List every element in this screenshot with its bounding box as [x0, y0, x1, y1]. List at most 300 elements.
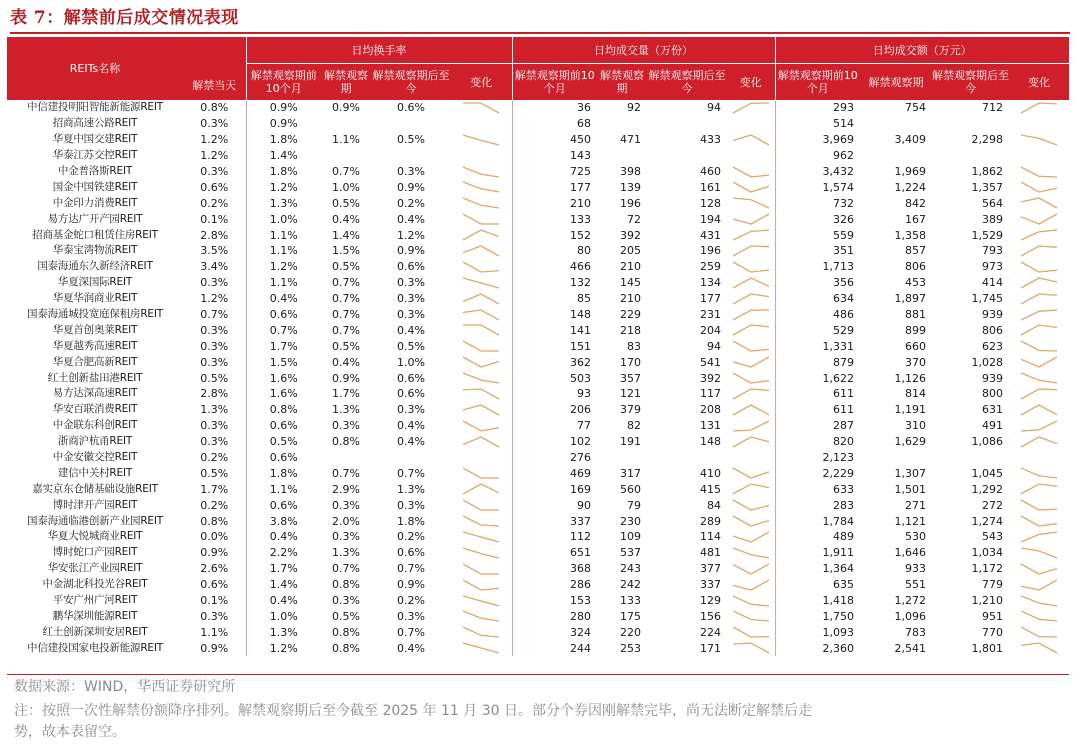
volume-change-cell [727, 609, 775, 625]
volume-value-cell: 82 [627, 419, 641, 433]
volume-value-cell: 431 [700, 228, 721, 242]
amount-change-cell [1009, 465, 1069, 481]
volume-value-cell: 121 [620, 387, 641, 401]
volume-value-cell: 218 [620, 323, 641, 337]
volume-value-cell: 83 [627, 339, 641, 353]
data-source: 数据来源：WIND，华西证券研究所 [14, 679, 236, 695]
amount-change-cell [1009, 116, 1069, 132]
amount-value-cell: 529 [775, 322, 860, 338]
turnover-sparkline [461, 165, 501, 179]
volume-value-cell: 148 [700, 435, 721, 449]
amount-change-cell [1009, 577, 1069, 593]
volume-change-cell [727, 338, 775, 354]
volume-value-cell: 139 [620, 180, 641, 194]
turnover-sparkline-line [463, 643, 499, 653]
amount-value-cell: 1,784 [775, 513, 860, 529]
turnover-change-cell [451, 481, 512, 497]
amount-change-cell [1009, 291, 1069, 307]
volume-change-cell [727, 640, 775, 656]
turnover-value-cell: 0.4% [246, 593, 321, 609]
amount-value-cell: 1,501 [894, 482, 926, 496]
amount-value-cell: 2,541 [894, 641, 926, 655]
amount-value-cell: 293 [775, 100, 860, 116]
amount-value-cell: 712 [982, 101, 1003, 115]
volume-value-cell [597, 450, 647, 466]
amount-value-cell [860, 116, 932, 132]
unlock-day-turnover-cell: 0.2% [200, 451, 229, 465]
turnover-change-cell [451, 370, 512, 386]
amount-value-cell: 283 [775, 497, 860, 513]
turnover-value-cell: 0.9% [397, 244, 425, 258]
amount-sparkline-line [1021, 167, 1057, 177]
amount-value-cell: 732 [775, 195, 860, 211]
reit-name-cell: 华安百联消费REIT [52, 403, 138, 416]
volume-sparkline [731, 339, 771, 353]
turnover-value-cell: 0.4% [397, 435, 425, 449]
volume-sparkline [731, 403, 771, 417]
reit-name-cell: 华夏中国交建REIT [52, 133, 138, 146]
table-row [7, 164, 1069, 180]
volume-sparkline [731, 482, 771, 496]
volume-sparkline-line [733, 405, 769, 415]
turnover-sparkline [461, 355, 501, 369]
amount-sparkline [1019, 228, 1059, 242]
amount-value-cell: 635 [775, 577, 860, 593]
amount-value-cell: 272 [982, 498, 1003, 512]
reit-name-cell: 建信中关村REIT [57, 466, 133, 479]
volume-sparkline-line [733, 643, 769, 653]
volume-sparkline-line [733, 611, 769, 621]
turnover-sparkline [461, 133, 501, 147]
amount-value-cell: 1,897 [894, 292, 926, 306]
turnover-value-cell: 0.3% [397, 276, 425, 290]
turnover-value-cell: 0.3% [397, 498, 425, 512]
volume-value-cell: 537 [620, 546, 641, 560]
volume-value-cell: 337 [700, 578, 721, 592]
turnover-sparkline [461, 371, 501, 385]
volume-value-cell: 450 [512, 132, 597, 148]
volume-sparkline-line [733, 230, 769, 240]
amount-value-cell: 1,210 [971, 594, 1003, 608]
table-row [7, 307, 1069, 323]
unlock-day-turnover-cell: 2.8% [200, 387, 229, 401]
amount-sparkline-line [1021, 596, 1057, 606]
amount-change-cell [1009, 434, 1069, 450]
reit-name-cell: 国金中国铁建REIT [52, 180, 138, 193]
turnover-sparkline [461, 482, 501, 496]
unlock-day-turnover-cell: 0.9% [200, 641, 229, 655]
turnover-change-cell [451, 386, 512, 402]
volume-value-cell: 210 [620, 260, 641, 274]
amount-change-cell [1009, 148, 1069, 164]
amount-sparkline [1019, 530, 1059, 544]
amount-change-cell [1009, 418, 1069, 434]
unlock-day-turnover-cell: 0.3% [200, 609, 229, 623]
volume-sparkline-line [733, 103, 769, 113]
turnover-sparkline-line [463, 389, 499, 399]
amount-value-cell: 1,274 [971, 514, 1003, 528]
amount-value-cell: 1,529 [971, 228, 1003, 242]
volume-value-cell: 171 [700, 641, 721, 655]
volume-sparkline [731, 451, 771, 465]
amount-change-cell [1009, 132, 1069, 148]
amount-sparkline-line [1021, 214, 1057, 224]
volume-sparkline [731, 212, 771, 226]
volume-value-cell: 210 [512, 195, 597, 211]
volume-change-cell [727, 624, 775, 640]
volume-sparkline-line [733, 389, 769, 399]
amount-value-cell: 899 [905, 323, 926, 337]
unlock-day-turnover-cell: 0.3% [200, 323, 229, 337]
volume-value-cell: 466 [512, 259, 597, 275]
turnover-sparkline-line [463, 357, 499, 367]
table-body [7, 100, 1069, 656]
amount-value-cell: 1,224 [894, 180, 926, 194]
reit-name-cell: 华夏越秀高速REIT [52, 339, 138, 352]
unlock-day-turnover-cell: 0.3% [200, 117, 229, 131]
volume-value-cell: 80 [512, 243, 597, 259]
turnover-sparkline-line [463, 230, 499, 240]
volume-change-cell [727, 132, 775, 148]
volume-value-cell: 175 [620, 609, 641, 623]
turnover-sparkline [461, 101, 501, 115]
reit-name-cell: 平安广州广河REIT [52, 594, 138, 607]
amount-sparkline [1019, 498, 1059, 512]
turnover-value-cell: 0.3% [397, 609, 425, 623]
table-header [7, 37, 1069, 100]
turnover-value-cell: 1.4% [246, 148, 321, 164]
volume-sparkline-line [733, 516, 769, 526]
volume-value-cell: 177 [700, 292, 721, 306]
volume-value-cell: 276 [512, 450, 597, 466]
turnover-value-cell: 0.4% [397, 641, 425, 655]
volume-value-cell [647, 148, 727, 164]
volume-value-cell: 128 [700, 196, 721, 210]
table-row [7, 402, 1069, 418]
amount-change-cell [1009, 561, 1069, 577]
turnover-value-cell: 0.9% [397, 180, 425, 194]
unlock-day-turnover-cell: 0.0% [200, 530, 229, 544]
turnover-sparkline-line [463, 468, 499, 478]
amount-value-cell: 611 [775, 402, 860, 418]
volume-value-cell: 410 [700, 466, 721, 480]
amount-value-cell: 3,969 [775, 132, 860, 148]
amount-value-cell: 1,093 [775, 624, 860, 640]
turnover-value-cell: 0.3% [397, 308, 425, 322]
amount-value-cell: 1,172 [971, 562, 1003, 576]
turnover-value-cell: 0.5% [246, 434, 321, 450]
volume-value-cell: 259 [700, 260, 721, 274]
amount-value-cell: 1,713 [775, 259, 860, 275]
volume-sparkline-line [733, 214, 769, 224]
turnover-value-cell: 0.5% [332, 339, 360, 353]
turnover-sparkline-line [463, 373, 499, 383]
amount-value-cell: 806 [905, 260, 926, 274]
amount-value-cell: 1,969 [894, 165, 926, 178]
turnover-value-cell: 0.8% [246, 402, 321, 418]
turnover-value-cell: 0.3% [332, 419, 360, 433]
table-row [7, 338, 1069, 354]
amount-change-cell [1009, 275, 1069, 291]
turnover-sparkline-line [463, 182, 499, 192]
turnover-sparkline [461, 625, 501, 639]
amount-sparkline [1019, 546, 1059, 560]
reit-name-cell: 易方达深高速REIT [52, 387, 138, 400]
header-volume-pre-10m: 解禁观察期前10个月 [512, 64, 597, 101]
amount-sparkline [1019, 355, 1059, 369]
volume-value-cell: 324 [512, 624, 597, 640]
turnover-change-cell [451, 513, 512, 529]
turnover-change-cell [451, 307, 512, 323]
reit-name-cell: 博时津开产园REIT [52, 498, 138, 511]
turnover-value-cell: 1.7% [332, 387, 360, 401]
amount-sparkline [1019, 196, 1059, 210]
turnover-value-cell: 0.8% [332, 578, 360, 592]
amount-value-cell: 881 [905, 308, 926, 322]
amount-value-cell: 414 [982, 276, 1003, 290]
volume-value-cell: 196 [700, 244, 721, 258]
turnover-sparkline-line [463, 405, 499, 415]
volume-sparkline [731, 387, 771, 401]
volume-sparkline-line [733, 325, 769, 335]
footnote-line-1: 注：按照一次性解禁份额降序排列。解禁观察期后至今截至 2025 年 11 月 30 日。部分个券因刚解禁完毕，尚无法断定解禁后走 [14, 703, 812, 719]
volume-change-cell [727, 593, 775, 609]
volume-value-cell [647, 116, 727, 132]
amount-value-cell: 1,272 [894, 594, 926, 608]
amount-value-cell: 356 [775, 275, 860, 291]
table-row [7, 465, 1069, 481]
volume-change-cell [727, 481, 775, 497]
amount-value-cell: 933 [905, 562, 926, 576]
amount-value-cell: 1,574 [775, 179, 860, 195]
turnover-value-cell: 0.8% [332, 641, 360, 655]
turnover-value-cell: 1.3% [246, 195, 321, 211]
amount-value-cell: 633 [775, 481, 860, 497]
turnover-sparkline-line [463, 500, 499, 510]
turnover-sparkline-line [463, 421, 499, 431]
turnover-sparkline [461, 292, 501, 306]
amount-change-cell [1009, 529, 1069, 545]
turnover-value-cell: 2.9% [332, 482, 360, 496]
table-row [7, 418, 1069, 434]
volume-change-cell [727, 307, 775, 323]
amount-sparkline [1019, 403, 1059, 417]
volume-value-cell: 92 [627, 101, 641, 115]
table-row [7, 227, 1069, 243]
reit-name-cell: 嘉实京东仓储基础设施REIT [32, 482, 158, 495]
table-title: 表 7：解禁前后成交情况表现 [10, 8, 239, 28]
amount-change-cell [1009, 545, 1069, 561]
turnover-value-cell: 1.8% [246, 164, 321, 180]
turnover-sparkline [461, 308, 501, 322]
turnover-change-cell [451, 275, 512, 291]
amount-change-cell [1009, 259, 1069, 275]
amount-value-cell: 1,121 [894, 514, 926, 528]
amount-change-cell [1009, 370, 1069, 386]
amount-sparkline [1019, 482, 1059, 496]
volume-value-cell: 112 [512, 529, 597, 545]
volume-change-cell [727, 148, 775, 164]
amount-sparkline-line [1021, 468, 1057, 478]
volume-value-cell: 151 [512, 338, 597, 354]
turnover-sparkline-line [463, 325, 499, 335]
amount-sparkline [1019, 180, 1059, 194]
turnover-value-cell: 1.1% [246, 275, 321, 291]
turnover-sparkline-line [463, 627, 499, 637]
turnover-change-cell [451, 116, 512, 132]
volume-value-cell: 148 [512, 307, 597, 323]
turnover-sparkline [461, 244, 501, 258]
volume-sparkline [731, 244, 771, 258]
turnover-value-cell: 0.9% [246, 116, 321, 132]
volume-value-cell: 392 [700, 371, 721, 385]
amount-sparkline [1019, 260, 1059, 274]
turnover-sparkline-line [463, 580, 499, 590]
volume-value-cell: 244 [512, 640, 597, 656]
turnover-value-cell: 1.2% [397, 228, 425, 242]
amount-sparkline-line [1021, 357, 1057, 367]
turnover-sparkline-line [463, 198, 499, 208]
volume-value-cell: 651 [512, 545, 597, 561]
reit-name-cell: 中金湖北科投光谷REIT [42, 578, 148, 591]
amount-change-cell [1009, 164, 1069, 180]
amount-value-cell: 623 [982, 339, 1003, 353]
volume-value-cell: 94 [707, 339, 721, 353]
amount-sparkline-line [1021, 500, 1057, 510]
volume-sparkline [731, 562, 771, 576]
volume-value-cell: 460 [700, 165, 721, 178]
turnover-value-cell: 1.8% [397, 514, 425, 528]
amount-sparkline [1019, 165, 1059, 179]
turnover-change-cell [451, 561, 512, 577]
volume-sparkline [731, 228, 771, 242]
volume-value-cell [597, 116, 647, 132]
amount-value-cell: 770 [982, 625, 1003, 639]
amount-value-cell: 1,307 [894, 466, 926, 480]
turnover-value-cell: 0.4% [332, 212, 360, 226]
volume-value-cell: 231 [700, 308, 721, 322]
reit-name-cell: 国泰海通临港创新产业园REIT [27, 514, 163, 527]
turnover-sparkline-line [463, 278, 499, 288]
volume-sparkline [731, 133, 771, 147]
turnover-value-cell: 1.5% [332, 244, 360, 258]
amount-sparkline [1019, 419, 1059, 433]
volume-sparkline-line [733, 564, 769, 574]
amount-sparkline-line [1021, 627, 1057, 637]
turnover-value-cell: 0.6% [397, 260, 425, 274]
turnover-sparkline [461, 641, 501, 655]
turnover-value-cell: 0.6% [397, 101, 425, 115]
volume-change-cell [727, 227, 775, 243]
volume-sparkline [731, 308, 771, 322]
table-row [7, 179, 1069, 195]
amount-sparkline [1019, 625, 1059, 639]
volume-value-cell: 134 [700, 276, 721, 290]
amount-value-cell: 1,086 [971, 435, 1003, 449]
turnover-value-cell: 0.5% [332, 196, 360, 210]
header-turnover-observation: 解禁观察期 [321, 64, 371, 101]
amount-sparkline [1019, 292, 1059, 306]
amount-value-cell: 1,034 [971, 546, 1003, 560]
volume-change-cell [727, 513, 775, 529]
volume-change-cell [727, 545, 775, 561]
amount-sparkline-line [1021, 310, 1057, 320]
reit-name-cell: 红土创新深圳安居REIT [42, 625, 148, 638]
amount-sparkline [1019, 149, 1059, 163]
volume-change-cell [727, 402, 775, 418]
amount-value-cell: 351 [775, 243, 860, 259]
turnover-value-cell: 1.6% [246, 386, 321, 402]
amount-sparkline [1019, 212, 1059, 226]
volume-value-cell: 280 [512, 609, 597, 625]
volume-sparkline-line [733, 500, 769, 510]
table-row [7, 434, 1069, 450]
volume-value-cell: 242 [620, 578, 641, 592]
amount-change-cell [1009, 481, 1069, 497]
volume-value-cell: 415 [700, 482, 721, 496]
turnover-value-cell: 1.3% [332, 546, 360, 560]
volume-change-cell [727, 322, 775, 338]
turnover-sparkline [461, 419, 501, 433]
reit-name-cell: 红土创新盐田港REIT [47, 371, 143, 384]
amount-value-cell: 389 [982, 212, 1003, 226]
volume-value-cell: 208 [700, 403, 721, 417]
unlock-day-turnover-cell: 3.4% [200, 260, 229, 274]
amount-sparkline [1019, 101, 1059, 115]
volume-value-cell: 131 [700, 419, 721, 433]
volume-value-cell: 377 [700, 562, 721, 576]
unlock-day-turnover-cell: 0.5% [200, 371, 229, 385]
volume-value-cell: 117 [700, 387, 721, 401]
header-reit-name: REITs名称 [7, 37, 183, 100]
turnover-change-cell [451, 402, 512, 418]
volume-value-cell: 243 [620, 562, 641, 576]
volume-value-cell: 471 [620, 133, 641, 147]
reit-name-cell: 中信建投国家电投新能源REIT [27, 641, 163, 654]
turnover-value-cell: 0.7% [332, 466, 360, 480]
amount-sparkline-line [1021, 389, 1057, 399]
turnover-sparkline [461, 196, 501, 210]
volume-sparkline-line [733, 341, 769, 351]
volume-value-cell: 253 [620, 641, 641, 655]
table-row [7, 148, 1069, 164]
turnover-sparkline [461, 149, 501, 163]
volume-value-cell: 90 [512, 497, 597, 513]
volume-sparkline [731, 371, 771, 385]
table-row [7, 450, 1069, 466]
volume-value-cell: 317 [620, 466, 641, 480]
volume-value-cell: 392 [620, 228, 641, 242]
amount-sparkline-line [1021, 278, 1057, 288]
amount-value-cell: 543 [982, 530, 1003, 544]
turnover-change-cell [451, 164, 512, 180]
amount-value-cell: 962 [775, 148, 860, 164]
turnover-change-cell [451, 624, 512, 640]
turnover-sparkline [461, 498, 501, 512]
volume-value-cell: 481 [700, 546, 721, 560]
volume-sparkline-line [733, 135, 769, 145]
volume-value-cell: 286 [512, 577, 597, 593]
turnover-change-cell [451, 609, 512, 625]
turnover-sparkline [461, 546, 501, 560]
turnover-sparkline [461, 578, 501, 592]
turnover-value-cell: 1.4% [332, 228, 360, 242]
turnover-value-cell [371, 116, 451, 132]
turnover-value-cell: 1.1% [246, 243, 321, 259]
volume-value-cell: 357 [620, 371, 641, 385]
table-row [7, 370, 1069, 386]
volume-value-cell: 94 [707, 101, 721, 115]
